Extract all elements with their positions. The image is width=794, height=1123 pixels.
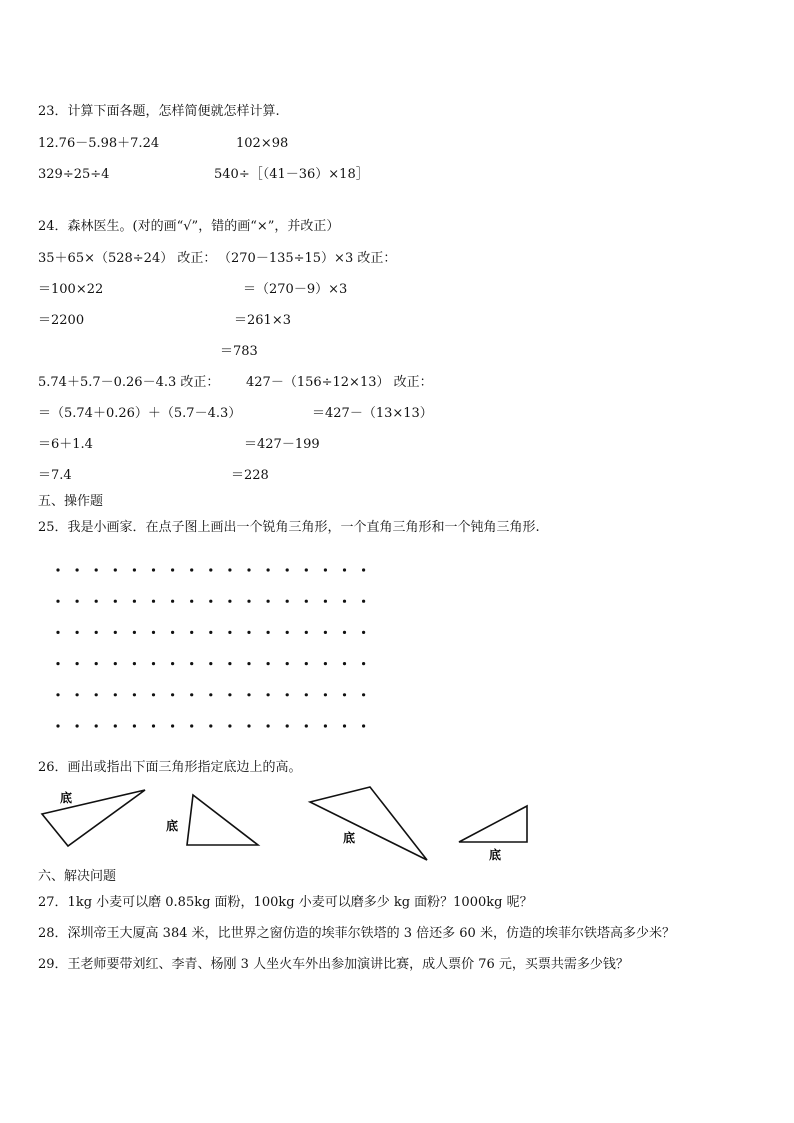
section-5-heading: 五、操作题 bbox=[38, 494, 104, 509]
q23-expr-2: 102×98 bbox=[236, 136, 289, 151]
q24-p1-step2: ＝2200 bbox=[38, 313, 85, 328]
q24-p2-step3: ＝783 bbox=[220, 344, 258, 359]
q24-problem-4: 427－（156÷12×13） 改正： bbox=[246, 375, 433, 390]
q29-text: 29．王老师要带刘红、李青、杨刚 3 人坐火车外出参加演讲比赛，成人票价 76 元，买票共需多少钱？ bbox=[38, 957, 629, 972]
q24-problem-2: （270－135÷15）×3 改正： bbox=[218, 251, 397, 266]
triangle-1-base-label: 底 bbox=[60, 791, 73, 805]
q23-expr-3: 329÷25÷4 bbox=[38, 167, 110, 182]
q23-expr-4: 540÷［（41－36）×18］ bbox=[214, 167, 369, 182]
q27-text: 27．1kg 小麦可以磨 0.85kg 面粉，100kg 小麦可以磨多少 kg 面粉？1000kg 呢？ bbox=[38, 895, 533, 910]
q24-p3-step3: ＝7.4 bbox=[38, 468, 72, 483]
triangle-4-base-label: 底 bbox=[489, 848, 502, 862]
q24-p2-step2: ＝261×3 bbox=[234, 313, 291, 328]
q25-title: 25．我是小画家．在点子图上画出一个锐角三角形，一个直角三角形和一个钝角三角形. bbox=[38, 520, 540, 535]
triangle-3 bbox=[310, 787, 427, 860]
q24-p1-step1: ＝100×22 bbox=[38, 282, 104, 297]
q24-problem-3: 5.74＋5.7－0.26－4.3 改正： bbox=[38, 375, 220, 390]
q24-p2-step1: ＝（270－9）×3 bbox=[243, 282, 348, 297]
q24-title: 24．森林医生。(对的画“√”，错的画“×”，并改正） bbox=[38, 219, 340, 234]
q23-title: 23．计算下面各题，怎样简便就怎样计算. bbox=[38, 104, 280, 119]
section-6-heading: 六、解决问题 bbox=[38, 869, 117, 884]
triangle-3-base-label: 底 bbox=[343, 831, 356, 845]
q24-p4-step2: ＝427－199 bbox=[244, 437, 320, 452]
triangle-2-base-label: 底 bbox=[166, 819, 179, 833]
q24-p4-step1: ＝427－（13×13） bbox=[312, 406, 433, 421]
q26-title: 26．画出或指出下面三角形指定底边上的高。 bbox=[38, 760, 302, 775]
q24-p3-step1: ＝（5.74＋0.26）＋（5.7－4.3） bbox=[38, 406, 242, 421]
triangle-1 bbox=[42, 790, 145, 846]
q24-problem-1: 35＋65×（528÷24） 改正： bbox=[38, 251, 217, 266]
q24-p3-step2: ＝6＋1.4 bbox=[38, 437, 93, 452]
triangle-4 bbox=[459, 806, 527, 842]
q23-expr-1: 12.76－5.98＋7.24 bbox=[38, 136, 160, 151]
q24-p4-step3: ＝228 bbox=[231, 468, 269, 483]
triangle-2 bbox=[187, 795, 258, 845]
q28-text: 28．深圳帝王大厦高 384 米，比世界之窗仿造的埃菲尔铁塔的 3 倍还多 60 米，仿造的埃菲尔铁塔高多少米？ bbox=[38, 926, 675, 941]
